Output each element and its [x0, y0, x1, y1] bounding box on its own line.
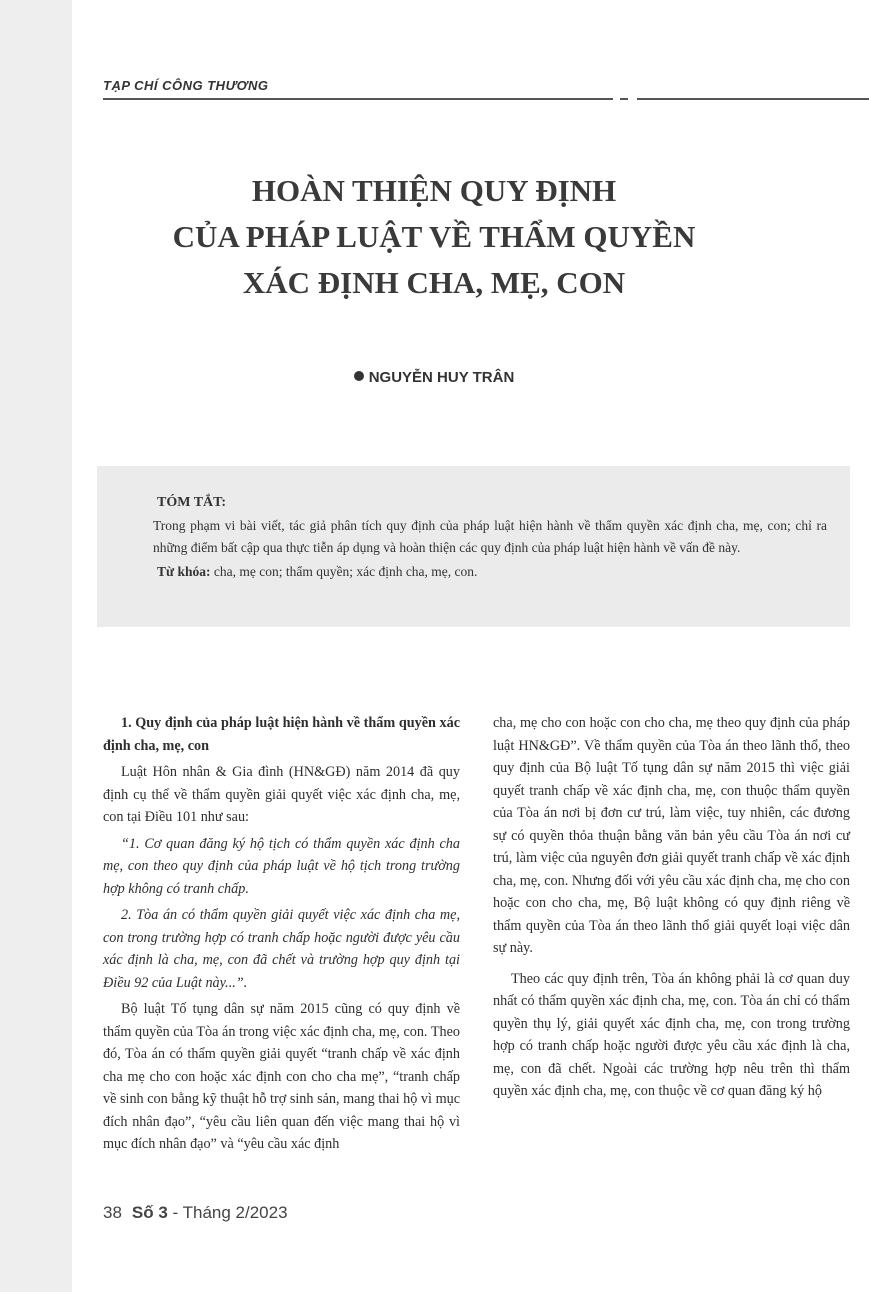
keywords-label: Từ khóa: — [157, 564, 211, 579]
author-line — [100, 369, 768, 386]
abstract-box — [97, 466, 850, 627]
keywords-text: cha, mẹ con; thẩm quyền; xác định cha, mẹ, con. — [210, 564, 478, 579]
header-rule — [103, 98, 613, 100]
body-paragraph: Luật Hôn nhân & Gia đình (HN&GĐ) năm 2014 đã quy định cụ thể về thẩm quyền giải quyết việc xác định cha, mẹ, con tại Điều 101 như sau: — [103, 764, 460, 825]
page-margin-shade — [0, 0, 72, 1292]
title-line-2: CỦA PHÁP LUẬT VỀ THẨM QUYỀN — [172, 219, 696, 254]
header-rule-dash — [620, 98, 628, 100]
article-title — [100, 168, 768, 306]
section-heading: 1. Quy định của pháp luật hiện hành về thẩm quyền xác định cha, mẹ, con — [103, 715, 460, 754]
header-rule-right — [637, 98, 869, 100]
author-name: NGUYỄN HUY TRÂN — [368, 369, 515, 386]
abstract-heading: TÓM TẮT: — [157, 495, 227, 510]
page-footer — [103, 1203, 288, 1223]
body-column-left — [103, 712, 460, 1160]
quote-paragraph-2: 2. Tòa án có thẩm quyền giải quyết việc xác định cha mẹ, con trong trường hợp có tranh chấp hoặc người được yêu cầu xác định là cha, mẹ, con đã chết và trường hợp quy định tại Điều 92 của Luật này...”. — [103, 907, 460, 991]
bullet-icon — [354, 371, 364, 381]
issue-date: - Tháng 2/2023 — [167, 1203, 288, 1222]
abstract-content — [153, 492, 827, 583]
page-number: 38 — [103, 1203, 122, 1222]
abstract-text: Trong phạm vi bài viết, tác giả phân tích quy định của pháp luật hiện hành về thẩm quyền xác định cha, mẹ, con; chỉ ra những điểm bất cập qua thực tiễn áp dụng và hoàn thiện các quy định của pháp luật hiện hành về vấn đề này. — [153, 518, 827, 555]
title-line-3: XÁC ĐỊNH CHA, MẸ, CON — [242, 265, 626, 300]
keywords-line — [157, 561, 827, 583]
body-paragraph: Theo các quy định trên, Tòa án không phải là cơ quan duy nhất có thẩm quyền xác định cha, mẹ, con. Tòa án chỉ có thẩm quyền thụ lý, giải quyết xác định cha, mẹ, con trong trường hợp có tranh chấp hoặc người được yêu cầu xác định là cha, mẹ, con đã chết. Ngoài các trường hợp nêu trên thì thẩm quyền xác định cha, mẹ, con thuộc về cơ quan đăng ký hộ — [493, 970, 850, 1099]
body-paragraph: Bộ luật Tố tụng dân sự năm 2015 cũng có quy định về thẩm quyền của Tòa án trong việc xác định cha, mẹ, con. Theo đó, Tòa án có thẩm quyền giải quyết “tranh chấp về xác định cha mẹ cho con hoặc xác định con cho cha mẹ”, “tranh chấp về sinh con bằng kỹ thuật hỗ trợ sinh sản, mang thai hộ vì mục đích nhân đạo”, “yêu cầu liên quan đến việc mang thai hộ vì mục đích nhân đạo” và “yêu cầu xác định — [103, 1001, 460, 1152]
body-column-right — [493, 712, 850, 1107]
issue-number: Số 3 — [131, 1203, 168, 1222]
body-paragraph: cha, mẹ cho con hoặc con cho cha, mẹ theo quy định của pháp luật HN&GĐ”. Về thẩm quyền của Tòa án theo lãnh thổ, theo quy định của Bộ luật Tố tụng dân sự năm 2015 thì việc giải quyết tranh chấp về xác định cha, mẹ, con thuộc thẩm quyền của Tòa án nơi bị đơn cư trú, làm việc, tuy nhiên, các đương sự có quyền thỏa thuận bằng văn bản yêu cầu Tòa án nơi cư trú, làm việc của nguyên đơn giải quyết tranh chấp về xác định cha, mẹ, con. Nhưng đối với yêu cầu xác định cha, mẹ cho con hoặc con cho cha, mẹ, Bộ luật không có quy định riêng về thẩm quyền của Tòa án theo lãnh thổ giải quyết loại việc dân sự này. — [493, 715, 850, 956]
journal-name: TẠP CHÍ CÔNG THƯƠNG — [103, 78, 269, 93]
quote-paragraph-1: “1. Cơ quan đăng ký hộ tịch có thẩm quyền xác định cha mẹ, con theo quy định của pháp luật về hộ tịch trong trường hợp không có tranh chấp. — [103, 835, 460, 897]
title-line-1: HOÀN THIỆN QUY ĐỊNH — [251, 173, 617, 208]
